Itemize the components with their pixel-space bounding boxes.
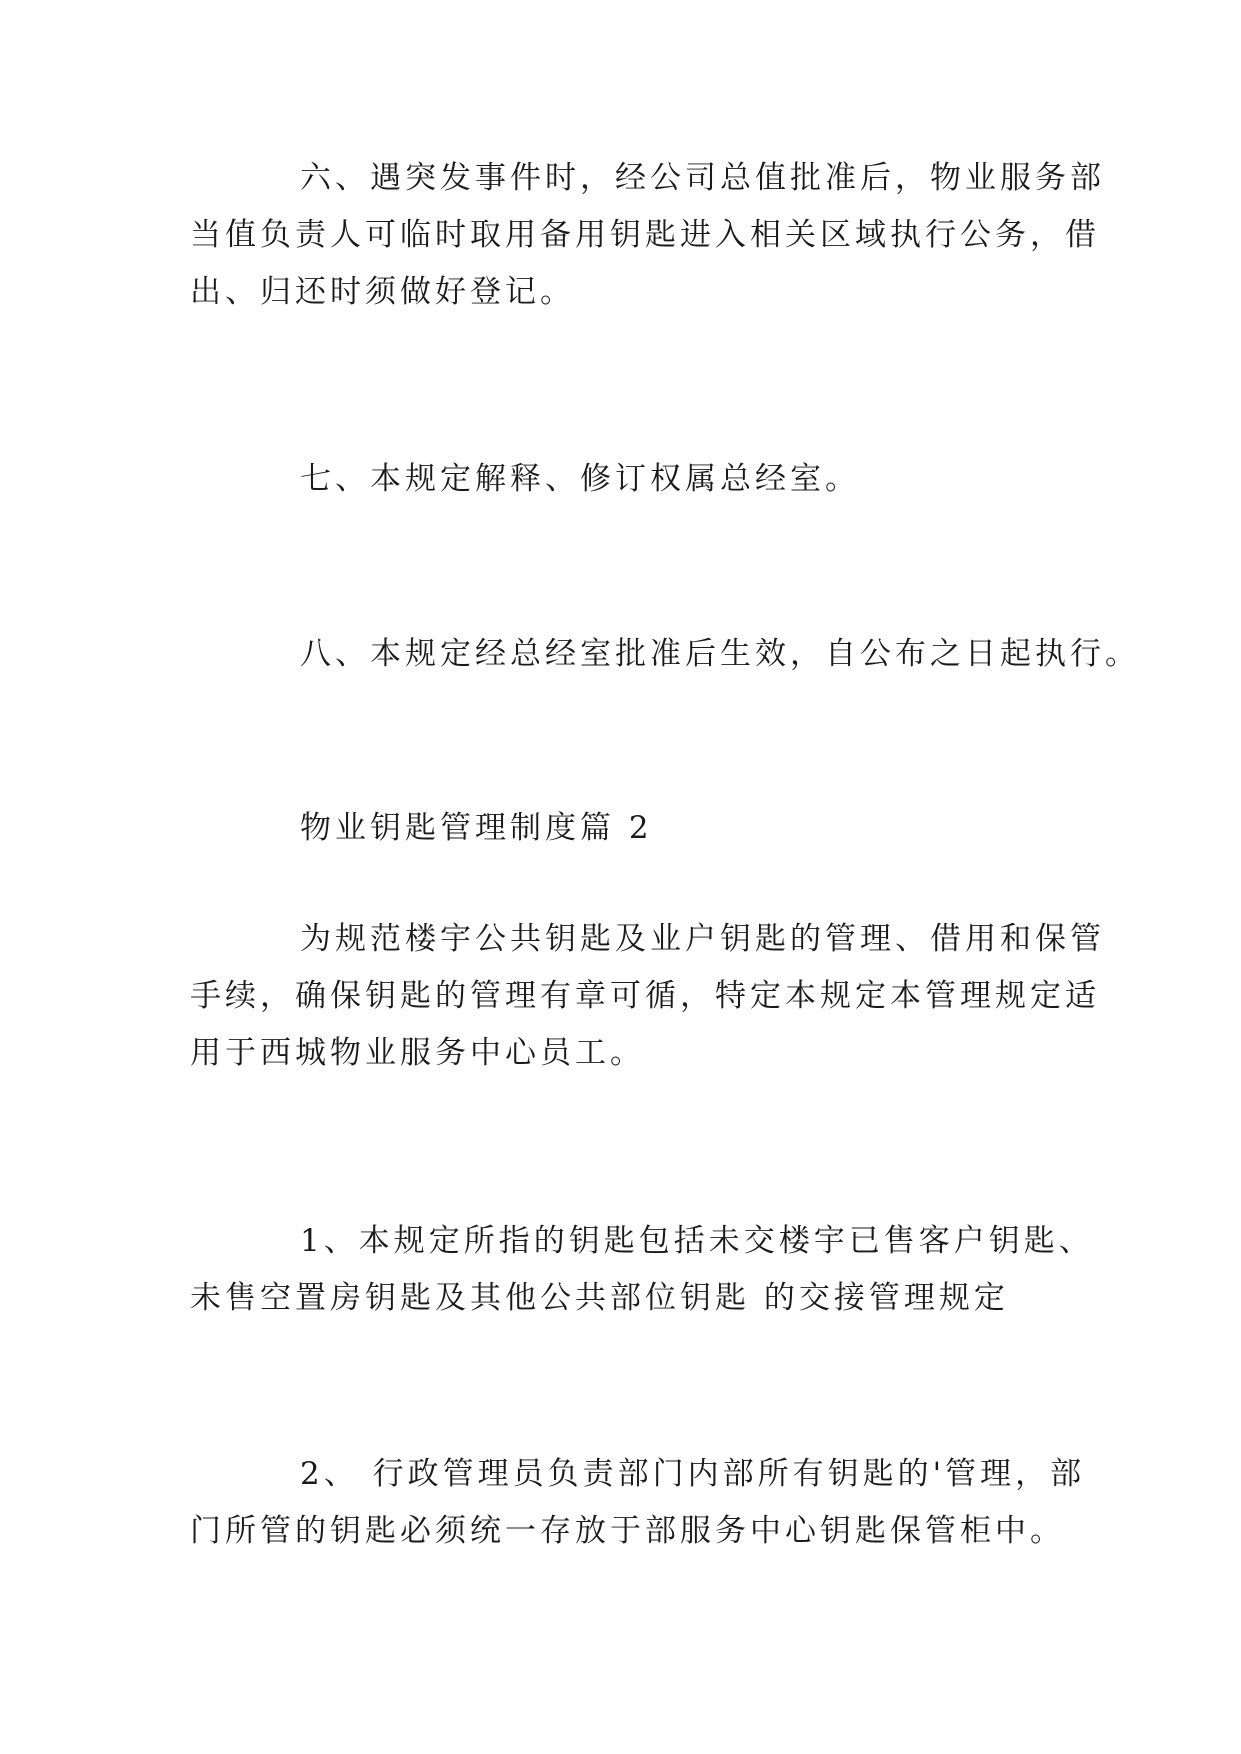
section-heading (190, 800, 1050, 857)
paragraph-line: 为规范楼宇公共钥匙及业户钥匙的管理、借用和保管 (300, 921, 1105, 957)
paragraph-line: 手续，确保钥匙的管理有章可循，特定本规定本管理规定适 (190, 978, 1100, 1014)
paragraph-line: 六、遇突发事件时，经公司总值批准后，物业服务部 (300, 160, 1105, 196)
paragraph-line: 门所管的钥匙必须统一存放于部服务中心钥匙保管柜中。 (190, 1513, 1065, 1549)
paragraph-line: 出、归还时须做好登记。 (190, 274, 575, 310)
paragraph-interpretation-rights (190, 451, 1050, 508)
paragraph-emergency-key-use (190, 150, 1105, 321)
paragraph-item-1 (190, 1213, 1094, 1327)
paragraph-line: 未售空置房钥匙及其他公共部位钥匙 的交接管理规定 (190, 1280, 1009, 1316)
paragraph-effective-date (190, 626, 1140, 683)
paragraph-line: 七、本规定解释、修订权属总经室。 (300, 461, 860, 497)
paragraph-line: 2、 行政管理员负责部门内部所有钥匙的'管理，部 (300, 1456, 1086, 1492)
section-heading-text: 物业钥匙管理制度篇 2 (300, 810, 653, 846)
paragraph-line: 八、本规定经总经室批准后生效，自公布之日起执行。 (300, 636, 1140, 672)
paragraph-line: 用于西城物业服务中心员工。 (190, 1035, 645, 1071)
paragraph-line: 1、本规定所指的钥匙包括未交楼宇已售客户钥匙、 (300, 1223, 1094, 1259)
paragraph-item-2 (190, 1446, 1086, 1560)
paragraph-line: 当值负责人可临时取用备用钥匙进入相关区域执行公务，借 (190, 217, 1100, 253)
paragraph-purpose (190, 911, 1105, 1082)
